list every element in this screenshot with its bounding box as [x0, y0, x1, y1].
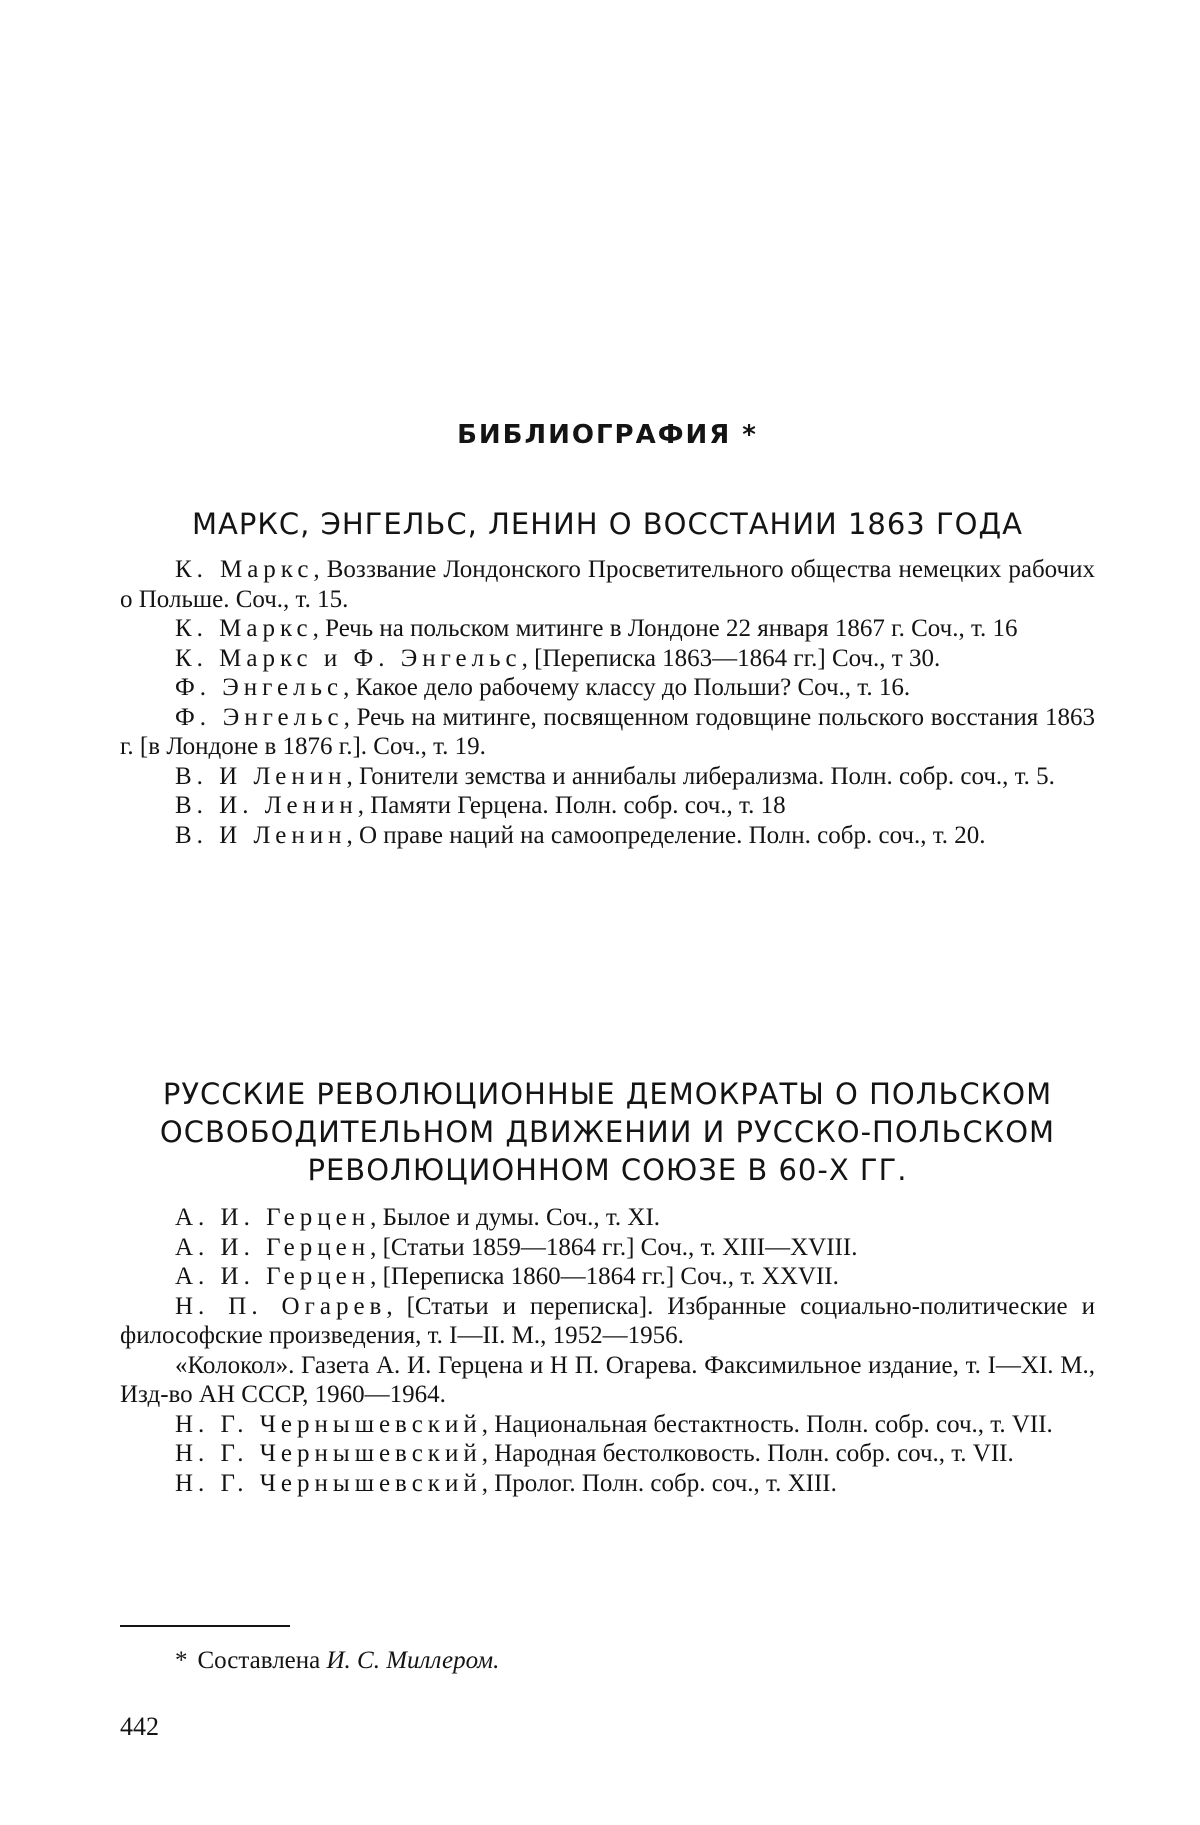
bibliography-entry — [120, 1351, 1095, 1410]
section-marx-engels-lenin — [120, 505, 1095, 850]
entry-text: , [Статьи 1859—1864 гг.] Соч., т. XIII—XVIII. — [370, 1234, 857, 1261]
entry-text: , Воззвание Лондонского Просветительного общества немецких рабочих о Польше. Соч., т. 15. — [120, 556, 1095, 613]
bibliography-entry — [120, 673, 1095, 703]
entry-author: В. И Ленин — [175, 763, 347, 790]
entry-text: , Гонители земства и аннибалы либерализма. Полн. собр. соч., т. 5. — [347, 763, 1055, 790]
entry-text: , Национальная бестактность. Полн. собр. соч., т. VII. — [482, 1411, 1053, 1438]
bibliography-entry — [120, 614, 1095, 644]
entry-author: Ф. Энгельс — [175, 674, 343, 701]
bibliography-page — [120, 0, 1095, 1825]
entry-author: К. Маркс и Ф. Энгельс — [175, 645, 522, 672]
bibliography-entry — [120, 762, 1095, 792]
section-heading-line: РЕВОЛЮЦИОННОМ СОЮЗЕ В 60-Х ГГ. — [120, 1151, 1095, 1189]
entry-author: В. И Ленин — [175, 822, 347, 849]
footnote-compiler: И. С. Миллером. — [327, 1647, 500, 1674]
entry-author: Н. П. Огарев — [175, 1293, 386, 1320]
bibliography-entry — [120, 644, 1095, 674]
entry-text: , Какое дело рабочему классу до Польши? Соч., т. 16. — [343, 674, 910, 701]
section-revolutionary-democrats — [120, 1075, 1095, 1498]
page-number: 442 — [120, 1712, 159, 1742]
entry-text: , Былое и думы. Соч., т. XI. — [370, 1204, 660, 1231]
bibliography-entry — [120, 1203, 1095, 1233]
entry-author: В. И. Ленин — [175, 792, 358, 819]
entry-text: , Речь на митинге, посвященном годовщине польского восстания 1863 г. [в Лондоне в 1876 г.]. Соч., т. 19. — [120, 704, 1095, 761]
entry-author: Н. Г. Чернышевский — [175, 1411, 482, 1438]
entry-author: Н. Г. Чернышевский — [175, 1470, 482, 1497]
section-heading-line: РУССКИЕ РЕВОЛЮЦИОННЫЕ ДЕМОКРАТЫ О ПОЛЬСКОМ — [120, 1075, 1095, 1113]
section-heading — [120, 1075, 1095, 1189]
entry-text: «Колокол». Газета А. И. Герцена и Н П. Огарева. Факсимильное издание, т. I—XI. М., Изд-во АН СССР, 1960—1964. — [120, 1352, 1095, 1409]
footnote — [175, 1647, 499, 1675]
bibliography-entry — [120, 1292, 1095, 1351]
entry-text: , [Статьи и переписка]. Избранные социально-политические и философские произведения, т. I—II. М., 1952—1956. — [120, 1293, 1095, 1350]
entry-text: , Речь на польском митинге в Лондоне 22 января 1867 г. Соч., т. 16 — [313, 615, 1018, 642]
bibliography-entry — [120, 821, 1095, 851]
entry-text: , Пролог. Полн. собр. соч., т. XIII. — [482, 1470, 837, 1497]
footnote-marker: * — [175, 1647, 188, 1674]
section-heading: МАРКС, ЭНГЕЛЬС, ЛЕНИН О ВОССТАНИИ 1863 ГОДА — [120, 505, 1095, 543]
bibliography-entry — [120, 1262, 1095, 1292]
entry-text: , Народная бестолковость. Полн. собр. соч., т. VII. — [482, 1440, 1014, 1467]
entry-author: Н. Г. Чернышевский — [175, 1440, 482, 1467]
entry-author: К. Маркс — [175, 615, 313, 642]
entry-author: А. И. Герцен — [175, 1204, 370, 1231]
bibliography-entry — [120, 1233, 1095, 1263]
bibliography-entry — [120, 703, 1095, 762]
page-title: БИБЛИОГРАФИЯ * — [120, 420, 1095, 450]
entry-list — [120, 555, 1095, 850]
bibliography-entry — [120, 1469, 1095, 1499]
entry-text: , О праве наций на самоопределение. Полн. собр. соч., т. 20. — [347, 822, 986, 849]
entry-text: , [Переписка 1860—1864 гг.] Соч., т. XXVII. — [370, 1263, 839, 1290]
entry-text: , [Переписка 1863—1864 гг.] Соч., т 30. — [522, 645, 941, 672]
section-heading-line: ОСВОБОДИТЕЛЬНОМ ДВИЖЕНИИ И РУССКО-ПОЛЬСКОМ — [120, 1113, 1095, 1151]
entry-author: А. И. Герцен — [175, 1263, 370, 1290]
footnote-divider — [120, 1625, 290, 1627]
bibliography-entry — [120, 791, 1095, 821]
entry-list — [120, 1203, 1095, 1498]
entry-author: К. Маркс — [175, 556, 313, 583]
footnote-text: Составлена — [198, 1647, 321, 1674]
bibliography-entry — [120, 1439, 1095, 1469]
entry-text: , Памяти Герцена. Полн. собр. соч., т. 18 — [358, 792, 786, 819]
entry-author: А. И. Герцен — [175, 1234, 370, 1261]
entry-author: Ф. Энгельс — [175, 704, 344, 731]
bibliography-entry — [120, 555, 1095, 614]
bibliography-entry — [120, 1410, 1095, 1440]
